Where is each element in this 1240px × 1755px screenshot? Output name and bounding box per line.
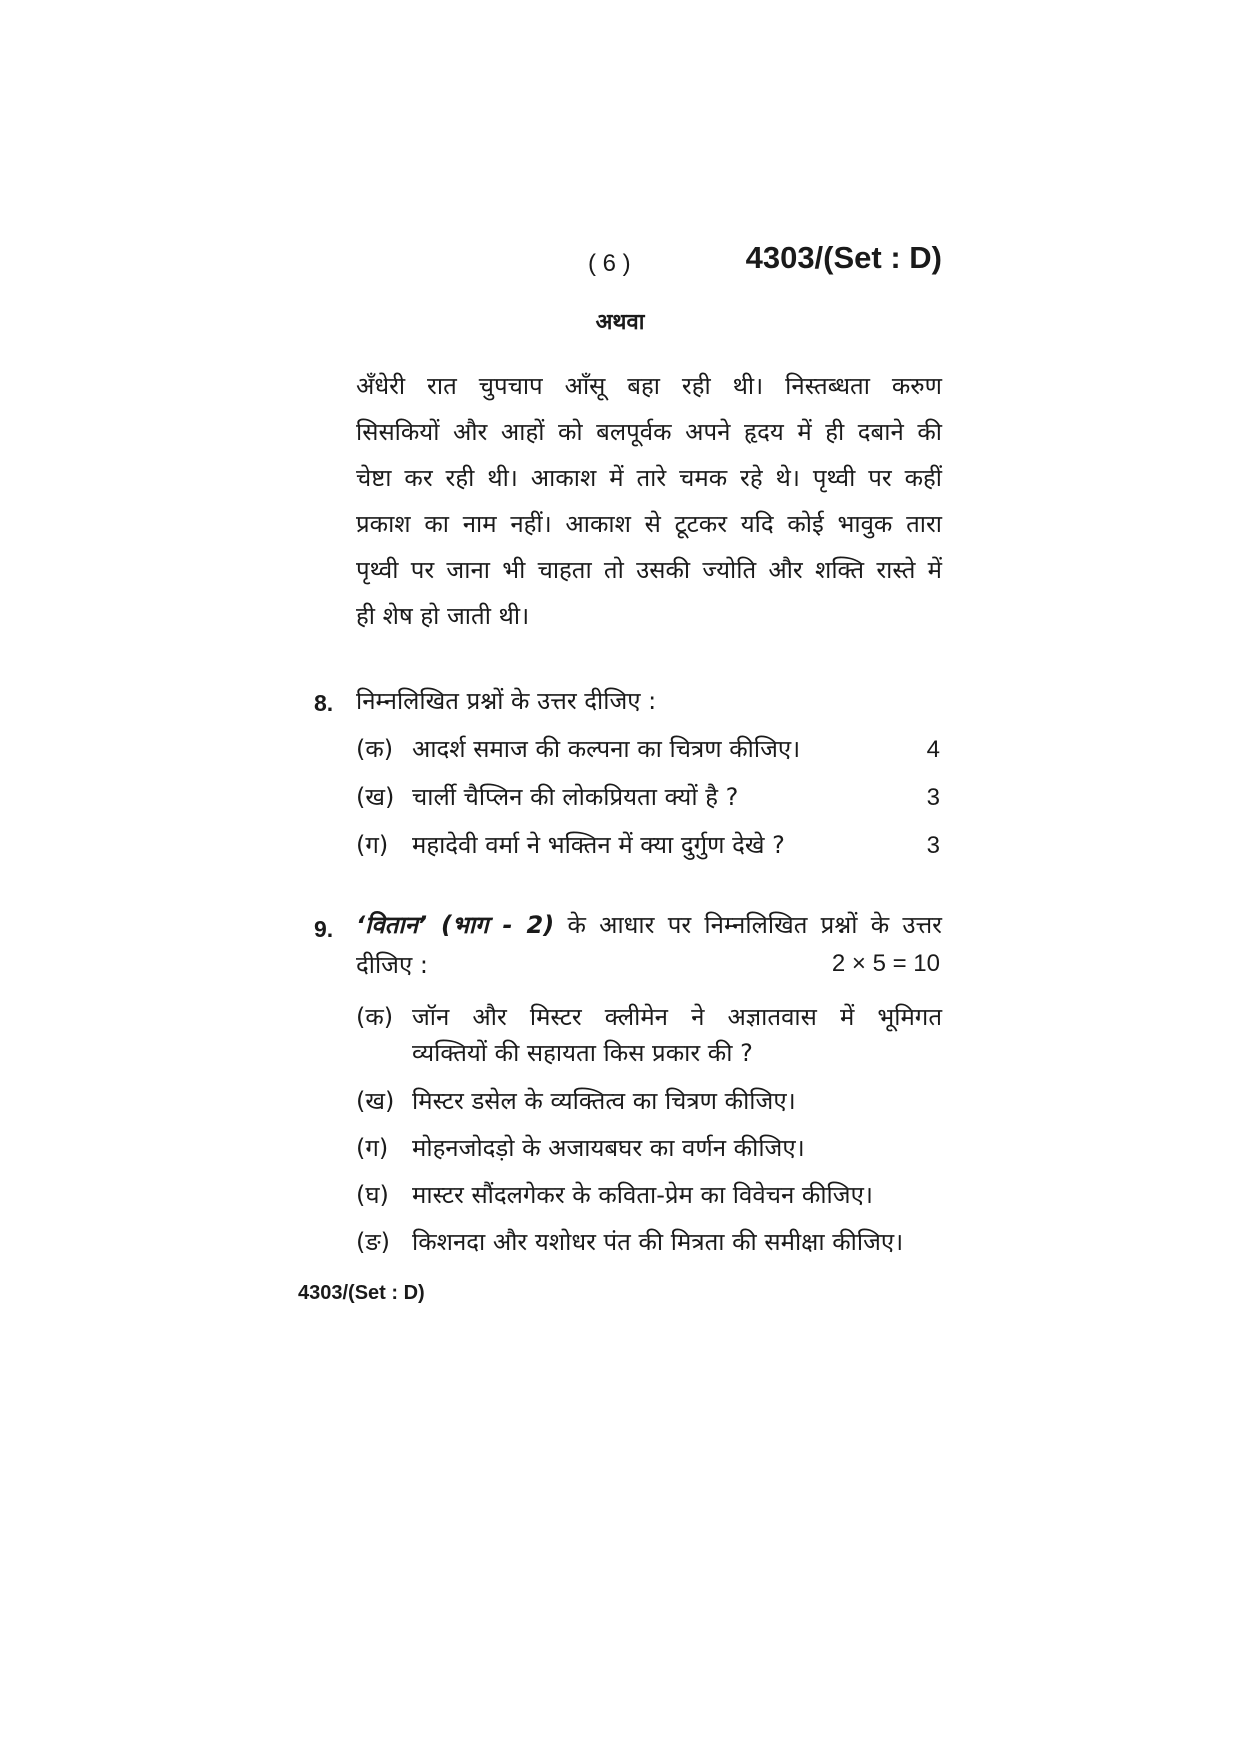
q9-marks: 2 × 5 = 10	[831, 950, 940, 977]
passage-line: पृथ्वी पर जाना भी चाहता तो उसकी ज्योति और शक्ति रास्ते में	[356, 556, 942, 584]
item-text: मिस्टर डसेल के व्यक्तित्व का चित्रण कीजिए।	[412, 1087, 796, 1115]
passage-line: चेष्टा कर रही थी। आकाश में तारे चमक रहे थे। पृथ्वी पर कहीं	[356, 464, 942, 492]
q9-item	[356, 1000, 942, 1072]
item-text: आदर्श समाज की कल्पना का चित्रण कीजिए।	[412, 735, 801, 763]
item-label: (ङ)	[356, 1228, 391, 1256]
item-text: किशनदा और यशोधर पंत की मित्रता की समीक्षा कीजिए।	[412, 1228, 904, 1256]
athva-heading: अथवा	[595, 310, 645, 335]
page-number: ( 6 )	[588, 250, 631, 277]
q9-prompt	[356, 908, 942, 941]
passage-line: ही शेष हो जाती थी।	[356, 602, 530, 630]
q9-prompt-line2: दीजिए :	[356, 951, 428, 979]
q8-number: 8.	[314, 690, 334, 716]
q9-book-title: ‘वितान’ (भाग - 2)	[356, 911, 555, 939]
q8-prompt: निम्नलिखित प्रश्नों के उत्तर दीजिए :	[356, 687, 657, 715]
item-label: (घ)	[356, 1181, 389, 1209]
item-text-line1: जॉन और मिस्टर क्लीमेन ने अज्ञातवास में भूमिगत	[412, 1003, 942, 1031]
item-label: (क)	[356, 1003, 394, 1031]
item-label: (ग)	[356, 1134, 389, 1162]
item-text: मास्टर सौंदलगेकर के कविता-प्रेम का विवेचन कीजिए।	[412, 1181, 873, 1209]
item-marks: 4	[926, 736, 940, 763]
item-label: (ख)	[356, 1087, 395, 1115]
item-text-line2: व्यक्तियों की सहायता किस प्रकार की ?	[412, 1039, 753, 1067]
paper-code-header: 4303/(Set : D)	[745, 240, 942, 275]
item-marks: 3	[926, 784, 940, 811]
q9-number: 9.	[314, 916, 334, 942]
item-label: (ग)	[356, 831, 389, 859]
passage-line: अँधेरी रात चुपचाप आँसू बहा रही थी। निस्तब्धता करुण	[356, 372, 942, 400]
item-text: चार्ली चैप्लिन की लोकप्रियता क्यों है ?	[412, 783, 739, 811]
item-marks: 3	[926, 832, 940, 859]
item-label: (क)	[356, 735, 394, 763]
passage-line: प्रकाश का नाम नहीं। आकाश से टूटकर यदि कोई भावुक तारा	[356, 510, 942, 538]
passage-line: सिसकियों और आहों को बलपूर्वक अपने हृदय में ही दबाने की	[356, 418, 942, 446]
item-text: महादेवी वर्मा ने भक्तिन में क्या दुर्गुण देखे ?	[412, 831, 785, 859]
q9-prompt-rest: के आधार पर निम्नलिखित प्रश्नों के उत्तर	[567, 911, 942, 939]
paper-code-footer: 4303/(Set : D)	[298, 1282, 425, 1304]
item-label: (ख)	[356, 783, 395, 811]
item-text: मोहनजोदड़ो के अजायबघर का वर्णन कीजिए।	[412, 1134, 805, 1162]
passage	[356, 363, 942, 639]
